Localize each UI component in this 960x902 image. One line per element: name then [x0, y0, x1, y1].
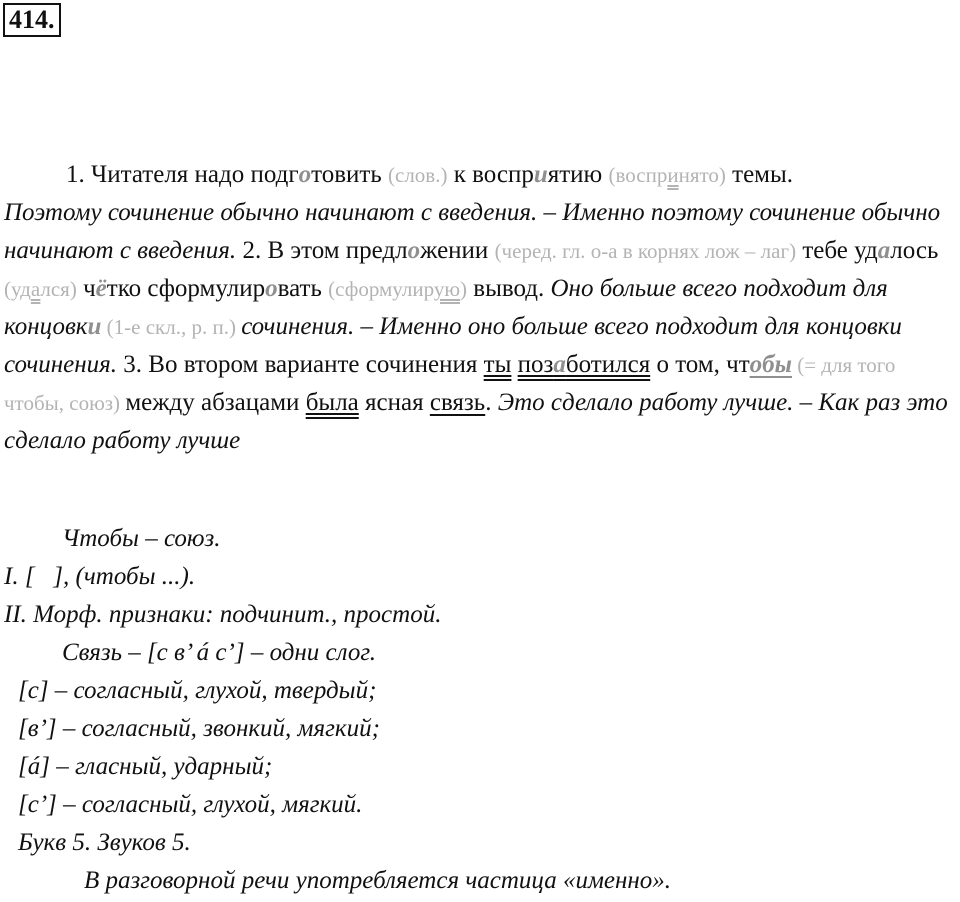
check-hint: (черед. гл. о-а в корнях лож – лаг)	[494, 239, 797, 263]
analysis-line: I. [ ], (чтобы ...).	[4, 563, 196, 590]
phonetic-line: [с] – согласный, глухой, твердый;	[18, 677, 377, 704]
missing-letter: о	[407, 237, 421, 264]
missing-letter: о	[298, 161, 312, 188]
text-fragment: лось	[890, 237, 939, 264]
text-fragment: к воспр	[447, 161, 534, 188]
sentence-2-number: 2.	[236, 237, 268, 264]
check-hint: (слов.)	[388, 163, 448, 187]
phonetic-line: [á] – гласный, ударный;	[18, 753, 273, 780]
text-fragment: тко сформулир	[106, 275, 266, 302]
check-hint: (1-е скл., р. п.)	[101, 315, 242, 339]
analysis-line: В разговорной речи употребляется частица «именно».	[84, 867, 672, 894]
text-fragment: жении	[420, 237, 495, 264]
hint-underlined-letter: и	[667, 163, 679, 187]
phonetic-line: [с’] – согласный, глухой, мягкий.	[18, 791, 363, 818]
exercise-number: 414.	[3, 3, 61, 37]
hint-fragment: (уд	[4, 277, 31, 301]
hint-fragment: (сформулир	[328, 277, 434, 301]
sentence-3-comment: Это сделало работу лучше. – Как раз это сделало работу лучше	[4, 389, 948, 454]
text-fragment: ч	[76, 275, 96, 302]
check-hint: (= для того чтобы, союз)	[4, 353, 896, 415]
subject-underlined: ты	[483, 351, 512, 378]
sentence-1-number: 1.	[66, 161, 91, 188]
text-fragment: вывод.	[467, 275, 551, 302]
text-fragment: Во втором варианте сочинения	[148, 351, 484, 378]
main-text	[4, 156, 954, 460]
text-fragment: темы.	[725, 161, 794, 188]
hint-underlined-letters: ую	[433, 277, 461, 301]
text-fragment: ясная	[358, 389, 430, 416]
text-fragment: товить	[311, 161, 388, 188]
hint-fragment: лся)	[40, 277, 77, 301]
analysis-line: II. Морф. признаки: подчинит., простой.	[4, 601, 442, 628]
predicate-underlined: была	[305, 389, 359, 416]
analysis-line: Связь – [с в’ á с’] – одни слог.	[62, 639, 377, 666]
phonetic-summary: Букв 5. Звуков 5.	[18, 829, 191, 856]
sentence-3-number: 3.	[117, 351, 149, 378]
missing-letter: и	[87, 313, 102, 340]
hint-fragment: (воспр	[608, 163, 668, 187]
hint-fragment: )	[460, 277, 468, 301]
missing-letter: а	[553, 351, 566, 378]
check-hint	[328, 277, 467, 301]
text-fragment: чт	[726, 351, 750, 378]
text-fragment: вать	[277, 275, 329, 302]
sentence-1-comment: Поэтому сочинение обычно начинают с введения. – Именно поэтому сочинение обычно начинают с введения.	[4, 199, 941, 264]
comment-fragment: сочинения. – Именно оно больше всего подходит для концовки сочинения.	[4, 313, 902, 378]
missing-letter: о	[265, 275, 278, 302]
hint-underlined-letter: а	[30, 277, 41, 301]
phonetic-line: [в’] – согласный, звонкий, мягкий;	[18, 715, 380, 742]
text-fragment: ятию	[547, 161, 609, 188]
predicate-fragment: поз	[517, 351, 554, 378]
subject-underlined: связь	[429, 389, 486, 416]
text-fragment: между абзацами	[125, 389, 306, 416]
predicate-underlined	[518, 351, 651, 378]
comment-fragment: Оно больше всего подходит для концовк	[4, 275, 888, 340]
word-analysis	[0, 520, 960, 900]
analysis-line: Чтобы – союз.	[62, 525, 221, 552]
text-fragment: .	[485, 389, 498, 416]
missing-letter: а	[877, 237, 891, 264]
check-hint	[608, 163, 725, 187]
missing-letter: и	[533, 161, 548, 188]
text-fragment: Читателя надо подг	[91, 161, 299, 188]
predicate-fragment: ботился	[565, 351, 651, 378]
missing-letter: ё	[95, 275, 107, 302]
text-fragment: В этом предл	[267, 237, 408, 264]
text-fragment: о том,	[650, 351, 727, 378]
check-hint	[4, 277, 77, 301]
hint-fragment: нято)	[678, 163, 726, 187]
text-fragment: тебе уд	[796, 237, 878, 264]
answer-paragraph	[4, 156, 954, 460]
missing-letters: обы	[749, 351, 792, 378]
